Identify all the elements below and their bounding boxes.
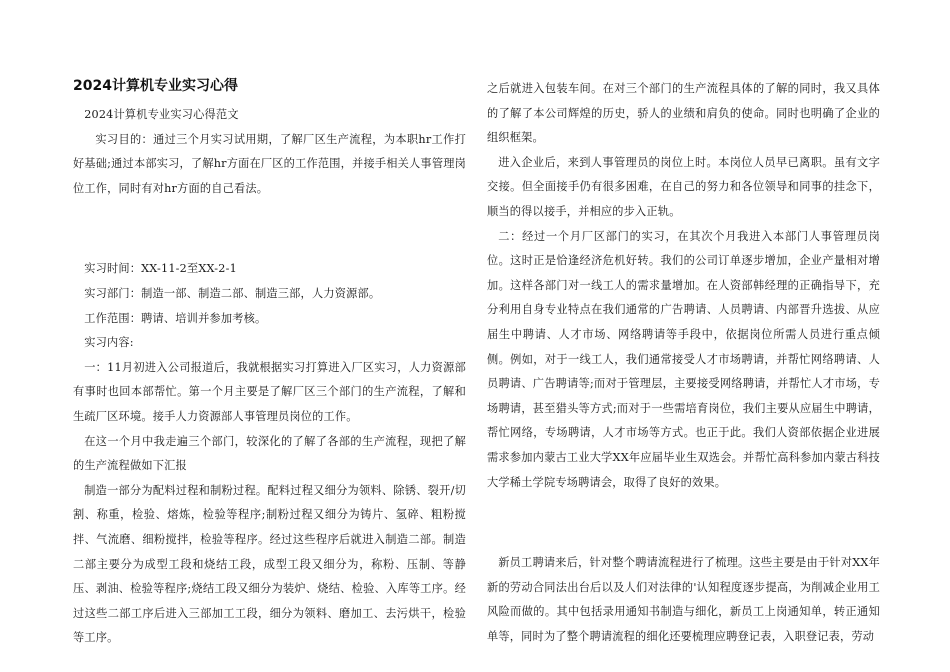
- right-paragraph: 进入企业后，来到人事管理员的岗位上时。本岗位人员早已离职。虽有文字交接。但全面接手仍有很多困难，在自己的努力和各位领导和同事的挂念下，顺当的得以接手，并相应的步入正轨。: [487, 155, 880, 218]
- left-column-body: [73, 103, 466, 651]
- left-paragraph: 制造一部分为配料过程和制粉过程。配料过程又细分为领料、除锈、裂开/切割、称重，检验、熔炼，检验等程序;制粉过程又细分为铸片、氢碎、粗粉搅拌、气流磨、细粉搅拌，检验等程序。经过这些程序后就进入制造二部。制造二部主要分为成型工段和烧结工段，成型工段又细分为，称粉、压制、等静压、剥油、检验等程序;烧结工段又细分为装炉、烧结、检验、入库等工序。经过这些二部工序后进入三部加工工段，细分为领料、磨加工、去污烘干，检验等工序。: [73, 483, 466, 645]
- left-column: [73, 77, 466, 651]
- document-title: 2024计算机专业实习心得: [73, 78, 238, 94]
- left-paragraph: 工作范围：聘请、培训并参加考核。: [84, 311, 267, 325]
- left-paragraph: 实习内容:: [84, 336, 134, 350]
- right-column-body: [487, 77, 880, 649]
- left-paragraph: 2024计算机专业实习心得范文: [84, 108, 239, 121]
- right-paragraph: 之后就进入包装车间。在对三个部门的生产流程具体的了解的同时，我又具体的了解了本公司辉煌的历史，骄人的业绩和肩负的使命。同时也明确了企业的组织框架。: [487, 82, 880, 145]
- right-paragraph: 二：经过一个月厂区部门的实习，在其次个月我进入本部门人事管理员岗位。这时正是恰逢经济危机好转。我们的公司订单逐步增加，企业产量相对增加。这样各部门对一线工人的需求量增加。在人资部韩经理的正确指导下，充分利用自身专业特点在我们通常的广告聘请、人员聘请、内部晋升选拔、从应届生中聘请、人才市场、网络聘请等手段中，依据岗位所需人员进行重点倾侧。例如，对于一线工人，我们通常接受人才市场聘请，并帮忙网络聘请、人员聘请、广告聘请等;而对于管理层，主要接受网络聘请，并帮忙人才市场，专场聘请，甚至猎头等方式;而对于一些需培育岗位，我们主要从应届生中聘请，帮忙网络，专场聘请，人才市场等方式。也正于此。我们人资部依据企业进展需求参加内蒙古工业大学XX年应届毕业生双选会。并帮忙高科参加内蒙古科技大学稀土学院专场聘请会，取得了良好的效果。: [487, 229, 880, 489]
- left-paragraph: 实习时间：XX-11-2至XX-2-1: [84, 262, 237, 276]
- left-paragraph: [73, 217, 466, 241]
- right-column: [487, 77, 880, 649]
- right-paragraph: 新员工聘请来后，针对整个聘请流程进行了梳理。这些主要是由于针对XX年新的劳动合同法出台后以及人们对法律的'认知程度逐步提高，为削减企业用工风险而做的。其中包括录用通知书制造与细化，新员工上岗通知单，转正通知单等，同时为了整个聘请流程的细化还要梳理应聘登记表，入职登记表，劳动: [487, 556, 880, 643]
- left-paragraph: 实习目的：通过三个月实习试用期，了解厂区生产流程，为本职hr工作打好基础;通过本部实习，了解hr方面在厂区的工作范围，并接手相关人事管理岗位工作，同时有对hr方面的自己看法。: [73, 132, 466, 195]
- left-paragraph: 一：11月初进入公司报道后，我就根据实习打算进入厂区实习，人力资源部有事时也回本部帮忙。第一个月主要是了解厂区三个部门的生产流程，了解和生疏厂区环境。接手人力资源部人事管理员岗位的工作。: [73, 360, 466, 423]
- left-paragraph: 在这一个月中我走遍三个部门，较深化的了解了各部的生产流程，现把了解的生产流程做如下汇报: [73, 434, 466, 473]
- left-paragraph: 实习部门：制造一部、制造二部、制造三部，人力资源部。: [84, 286, 381, 300]
- right-paragraph: [487, 511, 880, 535]
